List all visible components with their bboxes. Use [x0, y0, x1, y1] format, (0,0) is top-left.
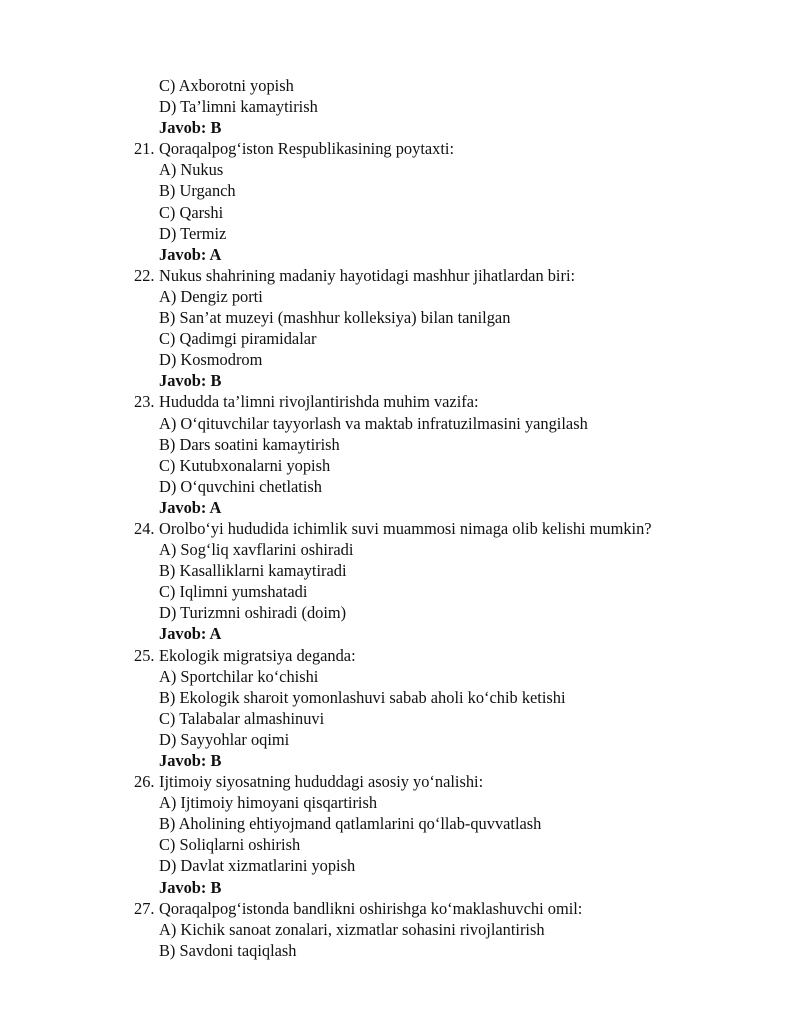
question-line: [0, 898, 800, 919]
question-text: Qoraqalpog‘iston Respublikasining poytaxti:: [159, 139, 454, 159]
question-block: [0, 645, 800, 772]
option-line: B) Savdoni taqiqlash: [159, 940, 297, 960]
question-text: Ekologik migratsiya deganda:: [159, 645, 356, 665]
document-page: [0, 75, 800, 961]
question-line: [0, 391, 800, 412]
option-line: D) O‘quvchini chetlatish: [159, 476, 322, 496]
answer-line: Javob: A: [159, 244, 222, 264]
question-line: [0, 265, 800, 286]
question-line: [0, 138, 800, 159]
option-line: A) Dengiz porti: [159, 286, 263, 306]
question-number: 25.: [134, 645, 155, 665]
option-line: D) Turizmni oshiradi (doim): [159, 603, 347, 623]
answer-line: Javob: A: [159, 624, 222, 644]
prelude-block: [0, 75, 800, 138]
question-line: [0, 518, 800, 539]
question-block: [0, 265, 800, 392]
answer-line: Javob: B: [159, 877, 222, 897]
question-line: [0, 771, 800, 792]
option-line: A) Ijtimoiy himoyani qisqartirish: [159, 793, 378, 813]
option-line: B) Aholining ehtiyojmand qatlamlarini qo‘llab-quvvatlash: [159, 814, 542, 834]
answer-line: Javob: B: [159, 118, 222, 138]
option-line: C) Kutubxonalarni yopish: [159, 455, 331, 475]
option-line: D) Termiz: [159, 223, 227, 243]
option-line: D) Ta’limni kamaytirish: [159, 97, 318, 117]
option-line: C) Axborotni yopish: [159, 76, 294, 95]
answer-line: Javob: A: [159, 497, 222, 517]
question-line: [0, 645, 800, 666]
option-line: C) Qarshi: [159, 202, 224, 222]
option-line: A) Kichik sanoat zonalari, xizmatlar sohasini rivojlantirish: [159, 919, 545, 939]
question-number: 26.: [134, 772, 155, 792]
answer-line: Javob: B: [159, 371, 222, 391]
question-number: 23.: [134, 392, 155, 412]
option-line: C) Soliqlarni oshirish: [159, 835, 301, 855]
option-line: B) Dars soatini kamaytirish: [159, 434, 340, 454]
option-line: B) Ekologik sharoit yomonlashuvi sabab aholi ko‘chib ketishi: [159, 687, 566, 707]
question-number: 22.: [134, 265, 155, 285]
option-line: A) Sog‘liq xavflarini oshiradi: [159, 540, 354, 560]
question-text: Hududda ta’limni rivojlantirishda muhim vazifa:: [159, 392, 479, 412]
question-block: [0, 138, 800, 265]
question-text: Orolbo‘yi hududida ichimlik suvi muammosi nimaga olib kelishi mumkin?: [159, 518, 652, 538]
question-block: [0, 518, 800, 645]
option-line: D) Kosmodrom: [159, 350, 263, 370]
option-line: A) Sportchilar ko‘chishi: [159, 666, 319, 686]
question-number: 24.: [134, 518, 155, 538]
question-text: Nukus shahrining madaniy hayotidagi mashhur jihatlardan biri:: [159, 265, 576, 285]
question-text: Ijtimoiy siyosatning hududdagi asosiy yo‘nalishi:: [159, 772, 484, 792]
option-line: C) Qadimgi piramidalar: [159, 329, 317, 349]
question-number: 21.: [134, 139, 155, 159]
option-line: D) Davlat xizmatlarini yopish: [159, 856, 356, 876]
question-block: [0, 898, 800, 961]
answer-line: Javob: B: [159, 751, 222, 770]
option-line: C) Iqlimni yumshatadi: [159, 582, 308, 602]
option-line: A) Nukus: [159, 160, 224, 180]
question-text: Qoraqalpog‘istonda bandlikni oshirishga ko‘maklashuvchi omil:: [159, 898, 583, 918]
option-line: B) San’at muzeyi (mashhur kolleksiya) bilan tanilgan: [159, 308, 511, 328]
question-block: [0, 391, 800, 518]
option-line: C) Talabalar almashinuvi: [159, 708, 325, 728]
option-line: D) Sayyohlar oqimi: [159, 729, 290, 749]
question-number: 27.: [134, 898, 155, 918]
option-line: B) Urganch: [159, 181, 236, 201]
option-line: A) O‘qituvchilar tayyorlash va maktab infratuzilmasini yangilash: [159, 413, 588, 433]
question-block: [0, 771, 800, 898]
option-line: B) Kasalliklarni kamaytiradi: [159, 561, 347, 581]
